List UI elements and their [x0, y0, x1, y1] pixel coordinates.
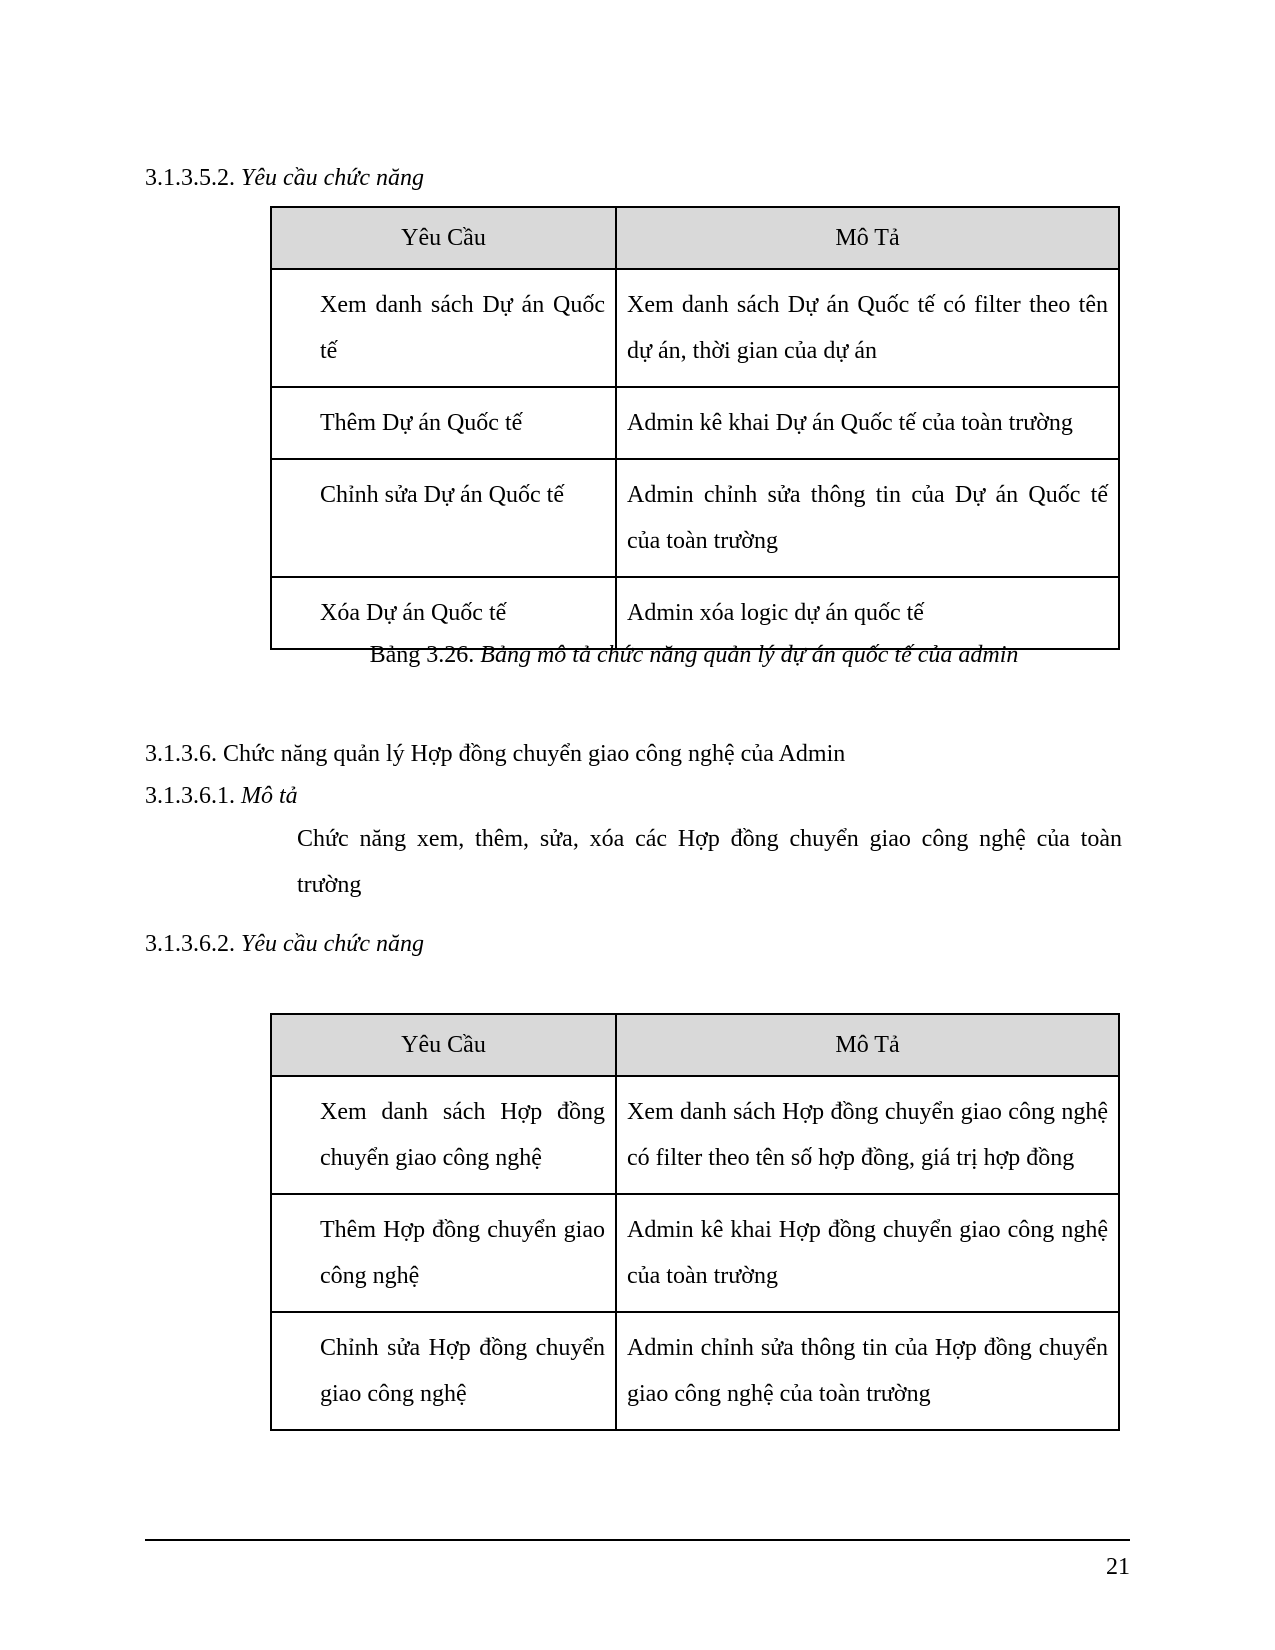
- table-row: [271, 459, 1119, 577]
- column-header-description: Mô Tả: [616, 207, 1119, 269]
- requirement-cell: Thêm Dự án Quốc tế: [271, 387, 616, 459]
- page-number: 21: [1106, 1554, 1130, 1580]
- requirement-cell: Thêm Hợp đồng chuyển giao công nghệ: [271, 1194, 616, 1312]
- description-paragraph: Chức năng xem, thêm, sửa, xóa các Hợp đồng chuyển giao công nghệ của toàn trường: [297, 826, 1122, 898]
- requirements-table-international-projects: [270, 206, 1120, 650]
- description-cell: Admin chỉnh sửa thông tin của Hợp đồng chuyển giao công nghệ của toàn trường: [616, 1312, 1119, 1430]
- description-cell: Admin kê khai Dự án Quốc tế của toàn trường: [616, 387, 1119, 459]
- column-header-requirement: Yêu Cầu: [271, 1014, 616, 1076]
- caption-text: Bảng mô tả chức năng quản lý dự án quốc tế của admin: [480, 642, 1019, 668]
- requirement-cell: Chỉnh sửa Hợp đồng chuyển giao công nghệ: [271, 1312, 616, 1430]
- table-row: [271, 269, 1119, 387]
- requirement-cell: Chỉnh sửa Dự án Quốc tế: [271, 459, 616, 577]
- heading-title: Yêu cầu chức năng: [241, 931, 425, 957]
- heading-3-1-3-6-1: [145, 781, 298, 811]
- description-cell: Admin kê khai Hợp đồng chuyển giao công nghệ của toàn trường: [616, 1194, 1119, 1312]
- table-row: [271, 1312, 1119, 1430]
- caption-label: Bảng 3.26.: [369, 642, 475, 668]
- footer-divider: [145, 1539, 1130, 1541]
- heading-3-1-3-6-2: [145, 929, 424, 959]
- table-caption: [270, 640, 1118, 670]
- table-header-row: [271, 1014, 1119, 1076]
- description-cell: Admin chỉnh sửa thông tin của Dự án Quốc tế của toàn trường: [616, 459, 1119, 577]
- table-row: [271, 577, 1119, 649]
- description-cell: Xem danh sách Dự án Quốc tế có filter theo tên dự án, thời gian của dự án: [616, 269, 1119, 387]
- description-cell: Admin xóa logic dự án quốc tế: [616, 577, 1119, 649]
- heading-number: 3.1.3.6.2.: [145, 931, 235, 957]
- heading-text: 3.1.3.6. Chức năng quản lý Hợp đồng chuyển giao công nghệ của Admin: [145, 741, 846, 767]
- heading-3-1-3-6: [145, 739, 845, 769]
- heading-title: Yêu cầu chức năng: [241, 165, 425, 191]
- table-row: [271, 1076, 1119, 1194]
- requirement-cell: Xem danh sách Dự án Quốc tế: [271, 269, 616, 387]
- column-header-requirement: Yêu Cầu: [271, 207, 616, 269]
- heading-3-1-3-5-2: [145, 163, 424, 193]
- table-header-row: [271, 207, 1119, 269]
- requirement-cell: Xóa Dự án Quốc tế: [271, 577, 616, 649]
- description-cell: Xem danh sách Hợp đồng chuyển giao công nghệ có filter theo tên số hợp đồng, giá trị hợp đồng: [616, 1076, 1119, 1194]
- heading-title: Mô tả: [241, 783, 298, 809]
- heading-number: 3.1.3.6.1.: [145, 783, 235, 809]
- column-header-description: Mô Tả: [616, 1014, 1119, 1076]
- table-row: [271, 1194, 1119, 1312]
- heading-number: 3.1.3.5.2.: [145, 165, 235, 191]
- table-row: [271, 387, 1119, 459]
- requirement-cell: Xem danh sách Hợp đồng chuyển giao công nghệ: [271, 1076, 616, 1194]
- requirements-table-tech-transfer-contracts: [270, 1013, 1120, 1431]
